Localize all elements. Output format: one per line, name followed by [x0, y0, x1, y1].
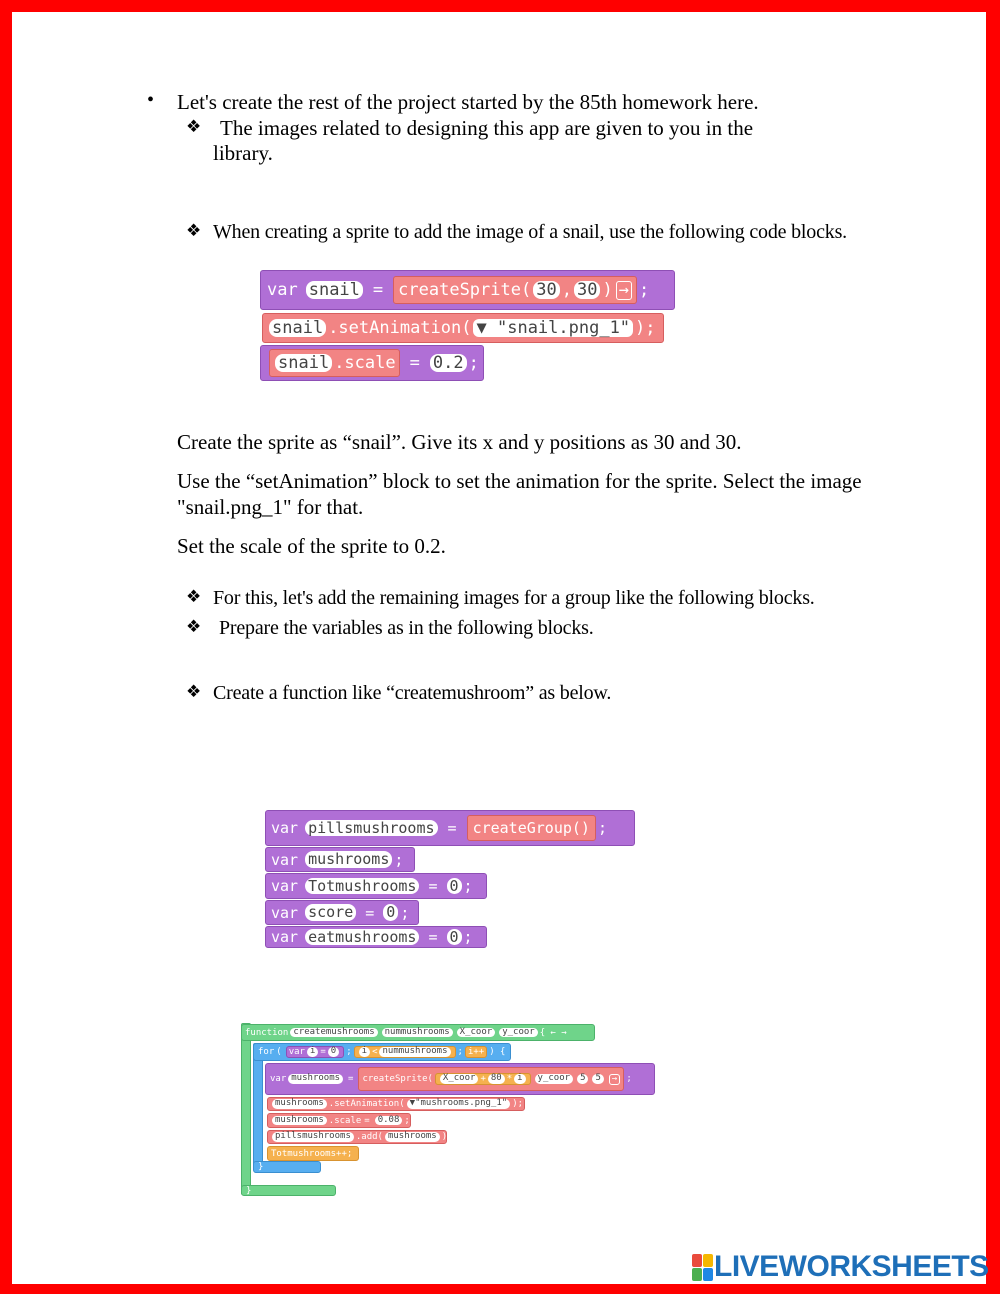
create-sprite-block: [358, 1067, 624, 1091]
diamond-bullet-icon: ❖: [186, 682, 202, 701]
code-semi: ;: [597, 819, 607, 837]
code-eq: =: [409, 353, 420, 373]
code-eq: =: [364, 1115, 370, 1126]
code-semi: ;: [346, 1047, 352, 1057]
code-open: (: [276, 1047, 282, 1057]
explain-scale: Set the scale of the sprite to 0.2.: [177, 534, 446, 558]
code-close: ): [602, 280, 613, 300]
code-prop: .scale: [334, 353, 396, 373]
var-name-pill: score: [305, 904, 356, 921]
code-fn: createSprite(: [398, 280, 532, 300]
logo-grid-icon: [692, 1254, 712, 1280]
code-close: );: [635, 318, 656, 338]
code-close: );: [441, 1132, 453, 1142]
for-inc-block: i++: [465, 1046, 487, 1058]
code-semi: ;: [626, 1074, 632, 1084]
arg-pill: mushrooms: [385, 1132, 440, 1142]
code-semi: ;: [457, 1047, 463, 1057]
code-semi: ;: [468, 353, 479, 373]
scale-prop-block: [269, 349, 400, 377]
for-body-rail: [253, 1043, 263, 1170]
create-group-block: createGroup(): [467, 815, 596, 841]
code-keyword: var: [271, 819, 299, 837]
for-init-block: [286, 1046, 345, 1058]
intro-sub-line2: library.: [213, 141, 273, 165]
code-fn: createSprite(: [362, 1074, 433, 1084]
code-keyword: var: [270, 1074, 287, 1084]
code-keyword: var: [271, 877, 299, 895]
snail-animation-row: [262, 313, 664, 343]
value-pill: 0.2: [430, 354, 467, 373]
code-eq: =: [372, 280, 384, 300]
code-keyword: for: [258, 1047, 275, 1057]
value-pill: 5: [577, 1074, 588, 1084]
chevron-down-icon: ▼: [409, 1098, 416, 1109]
code-lt: <: [372, 1047, 378, 1057]
mushrooms-var-row: [265, 1063, 655, 1095]
code-plus: +: [480, 1074, 486, 1084]
value-pill: 80: [488, 1074, 505, 1084]
param-pill: y_coor: [499, 1028, 538, 1038]
value-pill: 0: [447, 878, 462, 895]
explain-create: Create the sprite as “snail”. Give its x and y positions as 30 and 30.: [177, 430, 742, 454]
mushrooms-scale-row: [267, 1113, 411, 1128]
var-name-pill: Totmushrooms: [305, 878, 419, 895]
function-name-pill: createmushrooms: [290, 1028, 377, 1038]
param-pill: nummushrooms: [382, 1028, 453, 1038]
dropdown-value: "snail.png_1": [496, 317, 631, 338]
param-pill: X_coor: [457, 1028, 496, 1038]
code-close: );: [512, 1099, 524, 1109]
arrow-icon: →: [609, 1074, 620, 1085]
diamond-bullet-icon: ❖: [186, 117, 202, 136]
function-close-row: }: [241, 1185, 336, 1196]
value-pill: 0: [447, 929, 462, 946]
code-keyword: var: [267, 280, 298, 300]
group-add-row: [267, 1130, 453, 1144]
code-comma: ,: [561, 280, 572, 300]
var-totmushrooms-row: [265, 873, 487, 899]
create-sprite-block: [393, 276, 637, 304]
for-cond-block: [354, 1046, 456, 1058]
var-pillsmushrooms-row: [265, 810, 635, 846]
x-pill: 30: [533, 281, 559, 300]
var-name-pill: pillsmushrooms: [305, 820, 437, 837]
param-pill: nummushrooms: [379, 1047, 450, 1057]
code-eq: =: [428, 928, 438, 946]
code-semi: ;: [463, 928, 473, 946]
obj-pill: snail: [275, 354, 332, 373]
var-name-pill: i: [307, 1047, 318, 1057]
explain-animation-line2: "snail.png_1" for that.: [177, 495, 364, 519]
obj-pill: snail: [269, 319, 326, 338]
code-method: .setAnimation(: [328, 318, 472, 338]
param-pill: X_coor: [440, 1074, 479, 1084]
var-name-pill: i: [359, 1047, 370, 1057]
code-keyword: var: [271, 928, 299, 946]
y-pill: 30: [574, 281, 600, 300]
code-keyword: var: [271, 850, 299, 869]
code-semi: ;: [400, 903, 410, 922]
value-pill: 5: [592, 1074, 603, 1084]
value-pill: 0: [383, 904, 398, 921]
for-close-row: }: [253, 1161, 321, 1173]
snail-var-row: [260, 270, 675, 310]
function-body-rail: [241, 1023, 251, 1195]
group-item2: Prepare the variables as in the following blocks.: [219, 617, 594, 639]
code-eq: =: [320, 1047, 326, 1057]
logo-text: LIVEWORKSHEETS: [714, 1250, 989, 1283]
totmushrooms-increment-row: Totmushrooms++;: [267, 1146, 359, 1161]
snail-scale-row: [260, 345, 484, 381]
arrow-icon: →: [616, 281, 632, 300]
animation-dropdown: [473, 319, 633, 338]
obj-pill: mushrooms: [272, 1099, 327, 1109]
dropdown-value: "mushrooms.png_1": [415, 1098, 508, 1109]
diamond-bullet-icon: ❖: [186, 221, 202, 240]
snail-instruction: When creating a sprite to add the image of a snail, use the following code blocks.: [213, 221, 847, 243]
var-mushrooms-row: [265, 847, 415, 872]
obj-pill: pillsmushrooms: [272, 1132, 354, 1142]
code-semi: ;: [404, 1115, 410, 1126]
x-expr-block: [435, 1073, 531, 1085]
function-header-row: [241, 1024, 595, 1041]
chevron-down-icon: ▼: [476, 317, 487, 338]
var-name-pill: mushrooms: [305, 851, 392, 868]
code-semi: ;: [463, 877, 473, 895]
code-eq: =: [447, 819, 457, 837]
bullet-dot: •: [147, 89, 155, 111]
var-name-pill: i: [514, 1074, 525, 1084]
obj-pill: mushrooms: [272, 1116, 327, 1126]
explain-animation-line1: Use the “setAnimation” block to set the animation for the sprite. Select the image: [177, 469, 862, 493]
code-times: *: [506, 1074, 513, 1084]
code-keyword: var: [271, 903, 299, 922]
liveworksheets-logo: [692, 1252, 989, 1282]
code-eq: =: [348, 1074, 354, 1084]
diamond-bullet-icon: ❖: [186, 617, 202, 636]
code-method: .add(: [355, 1132, 383, 1142]
value-pill: 0: [328, 1047, 339, 1057]
intro-sub-line1: The images related to designing this app are given to you in the: [220, 116, 754, 140]
var-eatmushrooms-row: [265, 926, 487, 948]
code-eq: =: [428, 877, 438, 895]
group-item3: Create a function like “createmushroom” as below.: [213, 682, 612, 704]
group-item1: For this, let's add the remaining images for a group like the following blocks.: [213, 587, 815, 609]
code-tail: { ← →: [539, 1027, 567, 1038]
code-eq: =: [365, 903, 375, 922]
var-name-pill: eatmushrooms: [305, 929, 419, 946]
var-score-row: [265, 900, 419, 925]
code-keyword: var: [288, 1047, 305, 1057]
mushrooms-animation-row: [267, 1097, 525, 1111]
intro-bullet-text: Let's create the rest of the project started by the 85th homework here.: [177, 90, 759, 114]
for-header-row: [253, 1043, 511, 1061]
value-pill: 0.08: [375, 1116, 403, 1126]
code-method: .setAnimation(: [328, 1099, 405, 1109]
code-close: ) {: [489, 1047, 506, 1057]
code-prop: .scale: [328, 1115, 362, 1126]
var-name-pill: mushrooms: [288, 1074, 343, 1084]
param-pill: y_coor: [535, 1074, 574, 1084]
animation-dropdown: [407, 1099, 511, 1109]
code-semi: ;: [638, 280, 650, 300]
var-name-pill: snail: [306, 281, 363, 300]
diamond-bullet-icon: ❖: [186, 587, 202, 606]
code-keyword: function: [245, 1027, 289, 1038]
code-semi: ;: [394, 850, 404, 869]
